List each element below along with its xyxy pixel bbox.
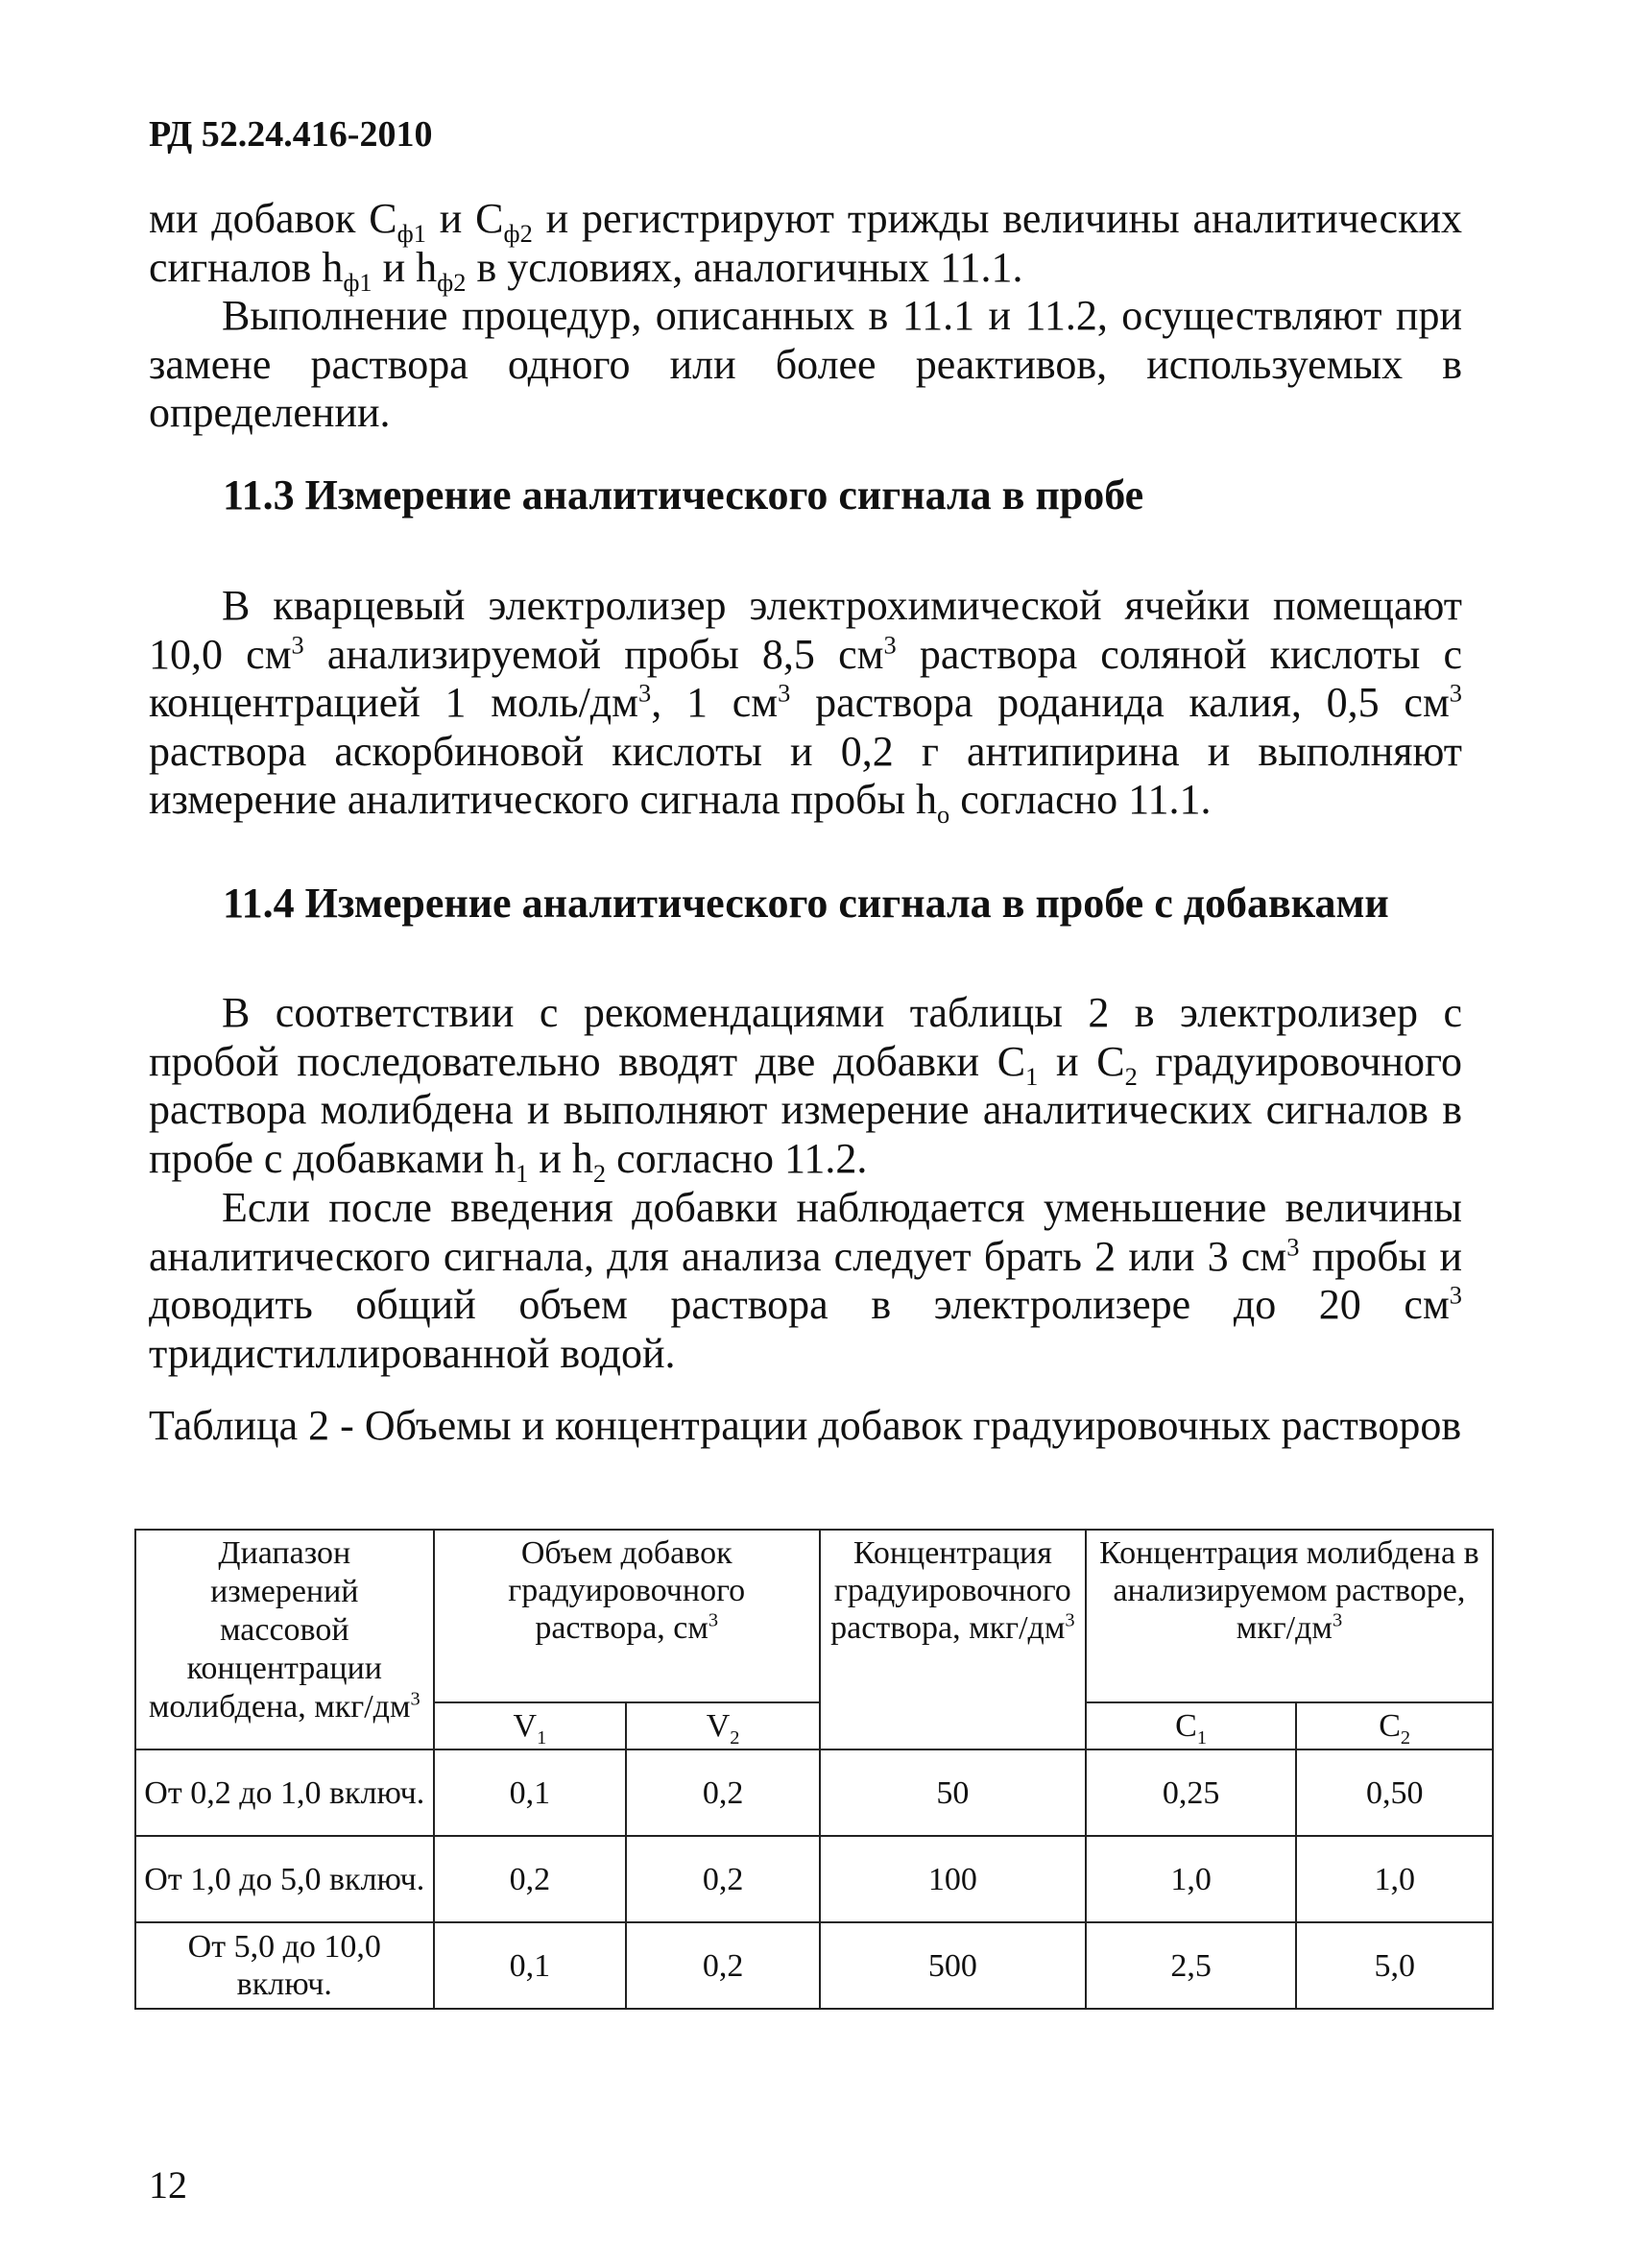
table-caption: Таблица 2 - Объемы и концентрации добавок градуировочных растворов (149, 1402, 1462, 1449)
section-heading-11-4: 11.4 Измерение аналитического сигнала в пробе с добавками (223, 880, 1389, 927)
cell-v2: 0,2 (626, 1836, 820, 1922)
header-measurement-range: Диапазон измерений массовой концентрации молибдена, мкг/$дм^3$ (135, 1530, 434, 1749)
paragraph-11-4-signal-decrease: Если после введения добавки наблюдается уменьшение величины аналитического сигнала, для анализа следует брать 2 или 3 $см^3$ пробы и доводить общий объем раствора в электролизере до 20 $см^3$ тридистиллированной водой. (149, 1184, 1462, 1377)
cell-c2: 5,0 (1296, 1922, 1493, 2009)
header-c2: $С_2$ (1296, 1702, 1493, 1749)
table-row (135, 1749, 1493, 1836)
cell-c2: 1,0 (1296, 1836, 1493, 1922)
paragraph-11-3: В кварцевый электролизер электрохимической ячейки помещают 10,0 $см^3$ анализируемой пробы 8,5 $см^3$ раствора соляной кислоты с концентрацией 1 моль/$дм^3$, 1 $см^3$ раствора роданида калия, 0,5 $см^3$ раствора аскорбиновой кислоты и 0,2 г антипирина и выполняют измерение аналитического сигнала пробы $h_о$ согласно 11.1. (149, 582, 1463, 829)
paragraph-procedure-replacement: Выполнение процедур, описанных в 11.1 и 11.2, осуществляют при замене раствора одного или более реактивов, используемых в определении. (149, 292, 1462, 436)
cell-c1: 0,25 (1086, 1749, 1297, 1836)
cell-v2: 0,2 (626, 1922, 820, 2009)
cell-range: От 5,0 до 10,0 включ. (135, 1922, 434, 2009)
document-code: РД 52.24.416-2010 (149, 114, 433, 155)
header-molybdenum-concentration: Концентрация молибдена в анализируемом растворе, мкг/$дм^3$ (1086, 1530, 1493, 1702)
table-row (135, 1836, 1493, 1922)
page-number: 12 (149, 2163, 187, 2207)
paragraph-11-4-additions: В соответствии с рекомендациями таблицы 2 в электролизер с пробой последовательно вводят две добавки $С_1$ и $С_2$ градуировочного раствора молибдена и выполняют измерение аналитических сигналов в пробе с добавками $h_1$ и $h_2$ согласно 11.2. (149, 989, 1462, 1188)
cell-concentration: 500 (820, 1922, 1086, 2009)
paragraph-continuation: ми добавок $С_{ф1}$ и $С_{ф2}$ и регистрируют трижды величины аналитических сигналов $h_{ф1}$ и $h_{ф2}$ в условиях, аналогичных 11.1. (149, 195, 1462, 297)
header-v1: $V_1$ (434, 1702, 627, 1749)
header-v2: $V_2$ (626, 1702, 820, 1749)
additions-table (134, 1529, 1494, 2010)
cell-c1: 1,0 (1086, 1836, 1297, 1922)
header-calibration-concentration: Концентрация градуировочного раствора, мкг/$дм^3$ (820, 1530, 1086, 1749)
cell-range: От 0,2 до 1,0 включ. (135, 1749, 434, 1836)
cell-v1: 0,1 (434, 1749, 627, 1836)
cell-v2: 0,2 (626, 1749, 820, 1836)
cell-c2: 0,50 (1296, 1749, 1493, 1836)
header-addition-volume: Объем добавок градуировочного раствора, $см^3$ (434, 1530, 820, 1702)
cell-c1: 2,5 (1086, 1922, 1297, 2009)
cell-concentration: 50 (820, 1749, 1086, 1836)
cell-v1: 0,1 (434, 1922, 627, 2009)
cell-range: От 1,0 до 5,0 включ. (135, 1836, 434, 1922)
header-c1: $С_1$ (1086, 1702, 1297, 1749)
table-row (135, 1922, 1493, 2009)
cell-concentration: 100 (820, 1836, 1086, 1922)
cell-v1: 0,2 (434, 1836, 627, 1922)
section-heading-11-3: 11.3 Измерение аналитического сигнала в пробе (223, 471, 1144, 519)
